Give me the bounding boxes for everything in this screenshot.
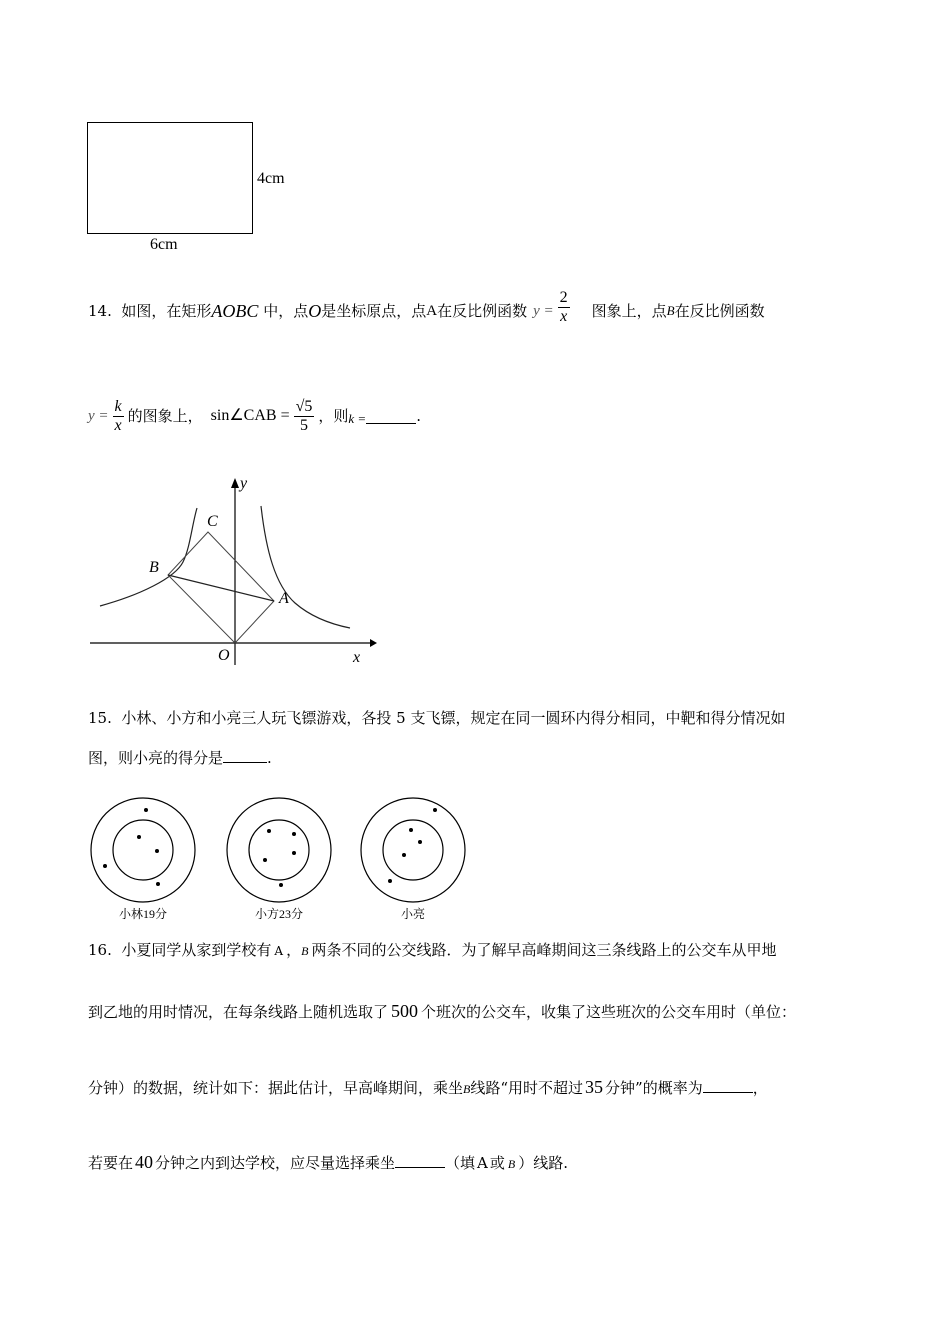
- y-axis-arrow: [231, 478, 239, 488]
- dart-targets: [85, 790, 475, 925]
- label-y: y: [240, 475, 248, 492]
- q16-number: 16.: [88, 941, 112, 959]
- label-c: C: [207, 513, 218, 530]
- label-b: B: [149, 559, 159, 576]
- q15-answer-blank[interactable]: [223, 748, 267, 763]
- q16-line2: 到乙地的用时情况，在每条线路上随机选取了 500 个班次的公交车，收集了这些班次的公交车用时（单位：: [88, 1001, 797, 1021]
- curve-b-branch: [100, 508, 197, 606]
- q16-route-blank[interactable]: [395, 1153, 445, 1168]
- q16-probability-blank[interactable]: [703, 1078, 753, 1093]
- rect-name: AOBC: [211, 301, 259, 321]
- q15-line1: 15. 小林、小方和小亮三人玩飞镖游戏，各投 5 支飞镖，规定在同一圆环内得分相同，中靶和得分情况如: [88, 709, 786, 727]
- label-xiaofang: 小方23分: [254, 907, 304, 921]
- curve-a-branch: [261, 506, 350, 628]
- target-xiaolin: [91, 798, 195, 921]
- rectangle-figure: [87, 122, 253, 234]
- q14-number: 14.: [88, 302, 112, 320]
- target-xiaofang: [227, 798, 331, 921]
- label-a: A: [279, 590, 289, 607]
- q16-line3: 分钟）的数据，统计如下：据此估计，早高峰期间，乘坐B线路“用时不超过 35 分钟”的概率为 ，: [88, 1077, 768, 1097]
- func1-fraction: $\frac{2}{x}$: [559, 288, 568, 325]
- q14-answer-blank[interactable]: [366, 409, 416, 424]
- target-xiaoliang: [361, 798, 465, 921]
- sin-fraction: $\frac{√5}{5}$: [295, 397, 313, 434]
- q14-line2: y = $\frac{k}{x}$ 的图象上， sin∠CAB = $\frac{√5}{5}$ ，则 k = .: [88, 397, 421, 434]
- q16-line1: 16. 小夏同学从家到学校有 A ，B 两条不同的公交线路．为了解早高峰期间这三条线路上的公交车从甲地: [88, 941, 777, 959]
- rect-width-label: 6cm: [150, 236, 178, 253]
- segment-ab: [168, 575, 274, 601]
- q15-number: 15.: [88, 709, 112, 727]
- sin-expression: sin∠CAB =: [210, 407, 290, 424]
- q16-line4: 若要在 40 分钟之内到达学校，应尽量选择乘坐 （填 A 或 B ）线路.: [88, 1152, 569, 1172]
- label-xiaolin: 小林19分: [118, 907, 168, 921]
- func1-lhs: y =: [533, 303, 554, 319]
- label-x: x: [353, 649, 361, 666]
- func2-fraction: $\frac{k}{x}$: [114, 397, 122, 434]
- q15-line2: 图，则小亮的得分是 .: [88, 749, 272, 767]
- q14-line1: 14. 如图，在矩形 AOBC 中，点 O 是坐标原点，点 A 在反比例函数 y = $\frac{2}{x}$ 图象上，点 B 在反比例函数: [88, 288, 765, 325]
- rect-height-label: 4cm: [257, 170, 285, 187]
- q14-coordinate-graph: [85, 470, 385, 670]
- label-o: O: [218, 647, 230, 664]
- label-xiaoliang: 小亮: [400, 907, 426, 921]
- x-axis-arrow: [370, 639, 377, 647]
